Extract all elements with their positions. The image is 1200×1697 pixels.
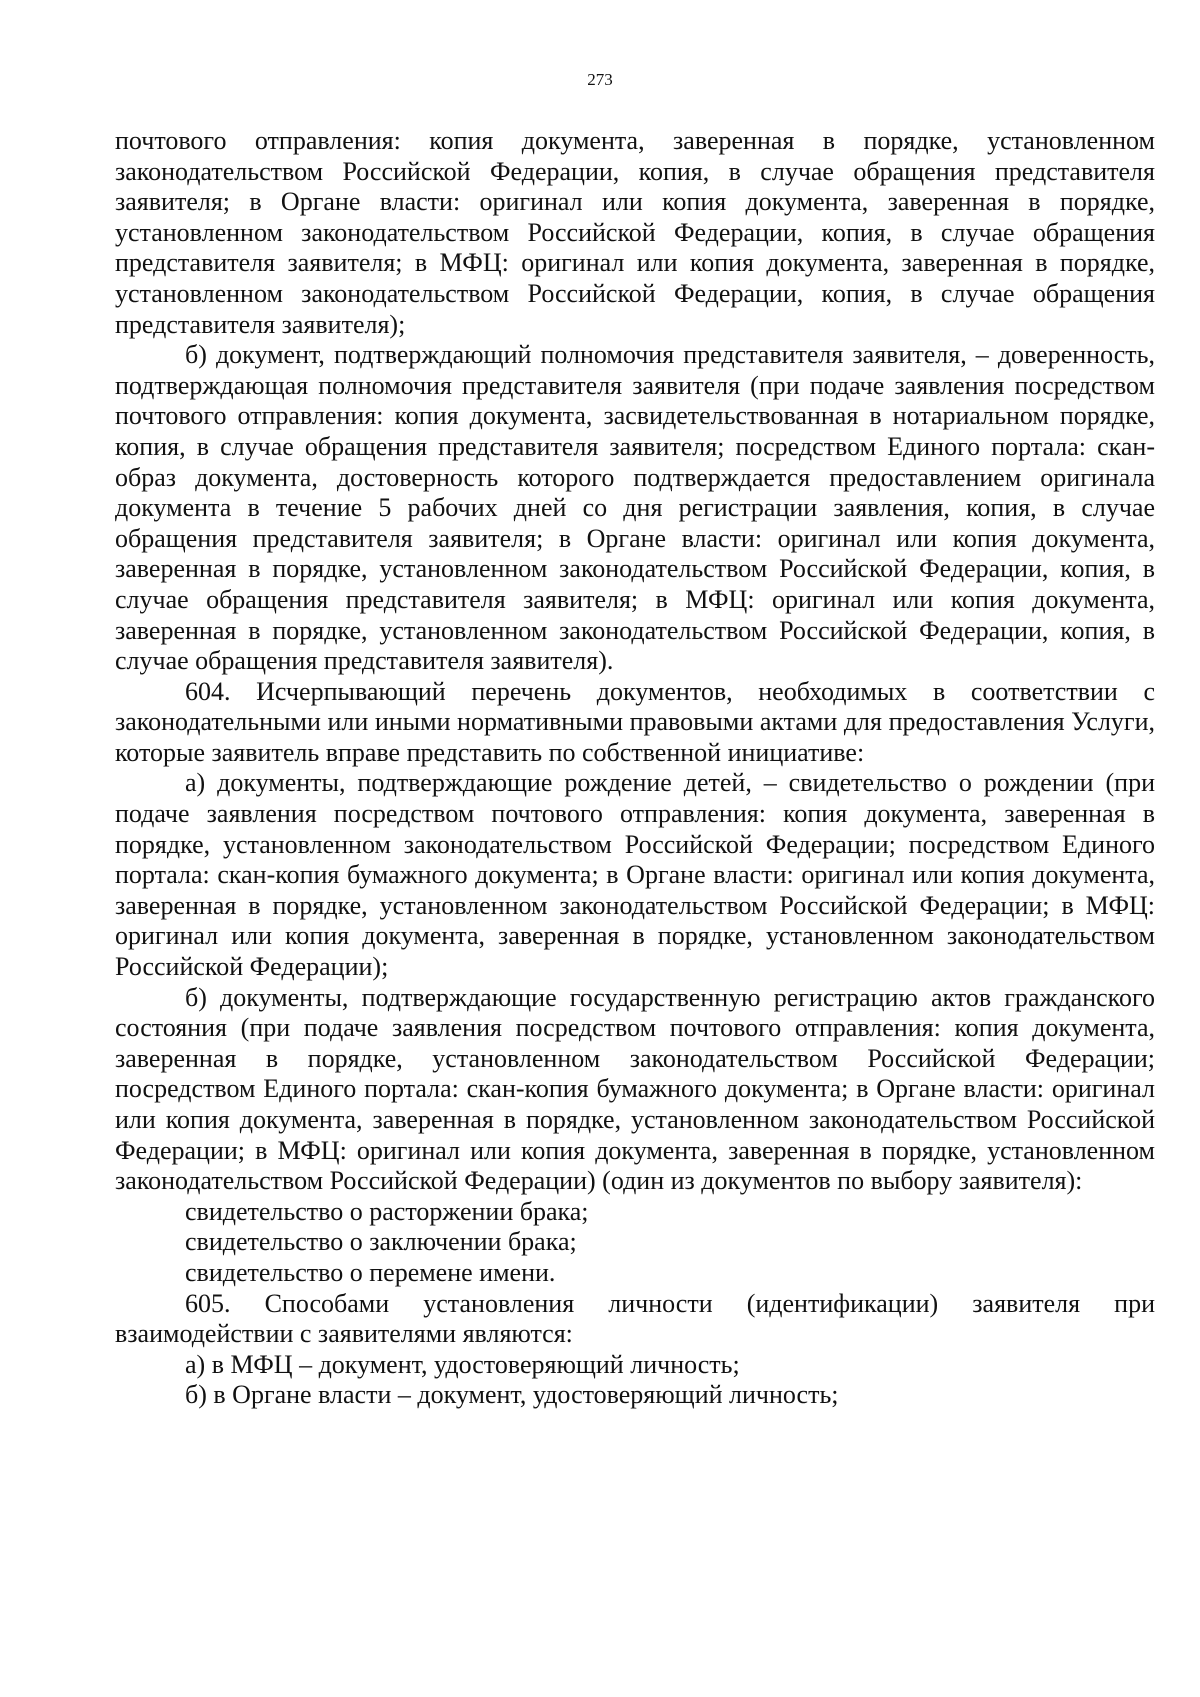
list-item-authority-identity: б) в Органе власти – документ, удостоверяющий личность; bbox=[185, 1380, 839, 1410]
list-item-divorce-certificate: свидетельство о расторжении брака; bbox=[185, 1196, 589, 1226]
list-item-mfc-identity: а) в МФЦ – документ, удостоверяющий личность; bbox=[185, 1349, 740, 1379]
document-body bbox=[115, 126, 1155, 1411]
paragraph-item-b-civil-registration: б) документы, подтверждающие государственную регистрацию актов гражданского состояния (при подаче заявления посредством почтового отправления: копия документа, заверенная в порядке, установленном законодательством Российской Федерации; посредством Единого портала: скан-копия бумажного документа; в Органе власти: оригинал или копия документа, заверенная в порядке, установленном законодательством Российской Федерации; в МФЦ: оригинал или копия документа, заверенная в порядке, установленном законодательством Российской Федерации) (один из документов по выбору заявителя): bbox=[115, 982, 1155, 1196]
list-item-marriage-certificate: свидетельство о заключении брака; bbox=[185, 1227, 577, 1257]
paragraph-604: 604. Исчерпывающий перечень документов, необходимых в соответствии с законодательными или иными нормативными правовыми актами для предоставления Услуги, которые заявитель вправе представить по собственной инициативе: bbox=[115, 676, 1155, 767]
page-number: 273 bbox=[587, 70, 613, 89]
paragraph-continuation: почтового отправления: копия документа, заверенная в порядке, установленном законодательством Российской Федерации, копия, в случае обращения представителя заявителя; в Органе власти: оригинал или копия документа, заверенная в порядке, установленном законодательством Российской Федерации, копия, в случае обращения представителя заявителя; в МФЦ: оригинал или копия документа, заверенная в порядке, установленном законодательством Российской Федерации, копия, в случае обращения представителя заявителя); bbox=[115, 126, 1155, 339]
list-item-name-change-certificate: свидетельство о перемене имени. bbox=[185, 1257, 556, 1287]
paragraph-item-b-power-of-attorney: б) документ, подтверждающий полномочия представителя заявителя, – доверенность, подтверждающая полномочия представителя заявителя (при подаче заявления посредством почтового отправления: копия документа, засвидетельствованная в нотариальном порядке, копия, в случае обращения представителя заявителя; посредством Единого портала: скан-образ документа, достоверность которого подтверждается предоставлением оригинала документа в течение 5 рабочих дней со дня регистрации заявления, копия, в случае обращения представителя заявителя; в Органе власти: оригинал или копия документа, заверенная в порядке, установленном законодательством Российской Федерации, копия, в случае обращения представителя заявителя; в МФЦ: оригинал или копия документа, заверенная в порядке, установленном законодательством Российской Федерации, копия, в случае обращения представителя заявителя). bbox=[115, 340, 1155, 676]
paragraph-item-a-birth-certificate: а) документы, подтверждающие рождение детей, – свидетельство о рождении (при подаче заявления посредством почтового отправления: копия документа, заверенная в порядке, установленном законодательством Российской Федерации; посредством Единого портала: скан-копия бумажного документа; в Органе власти: оригинал или копия документа, заверенная в порядке, установленном законодательством Российской Федерации; в МФЦ: оригинал или копия документа, заверенная в порядке, установленном законодательством Российской Федерации); bbox=[115, 768, 1155, 982]
paragraph-605: 605. Способами установления личности (идентификации) заявителя при взаимодействии с заявителями являются: bbox=[115, 1288, 1155, 1349]
